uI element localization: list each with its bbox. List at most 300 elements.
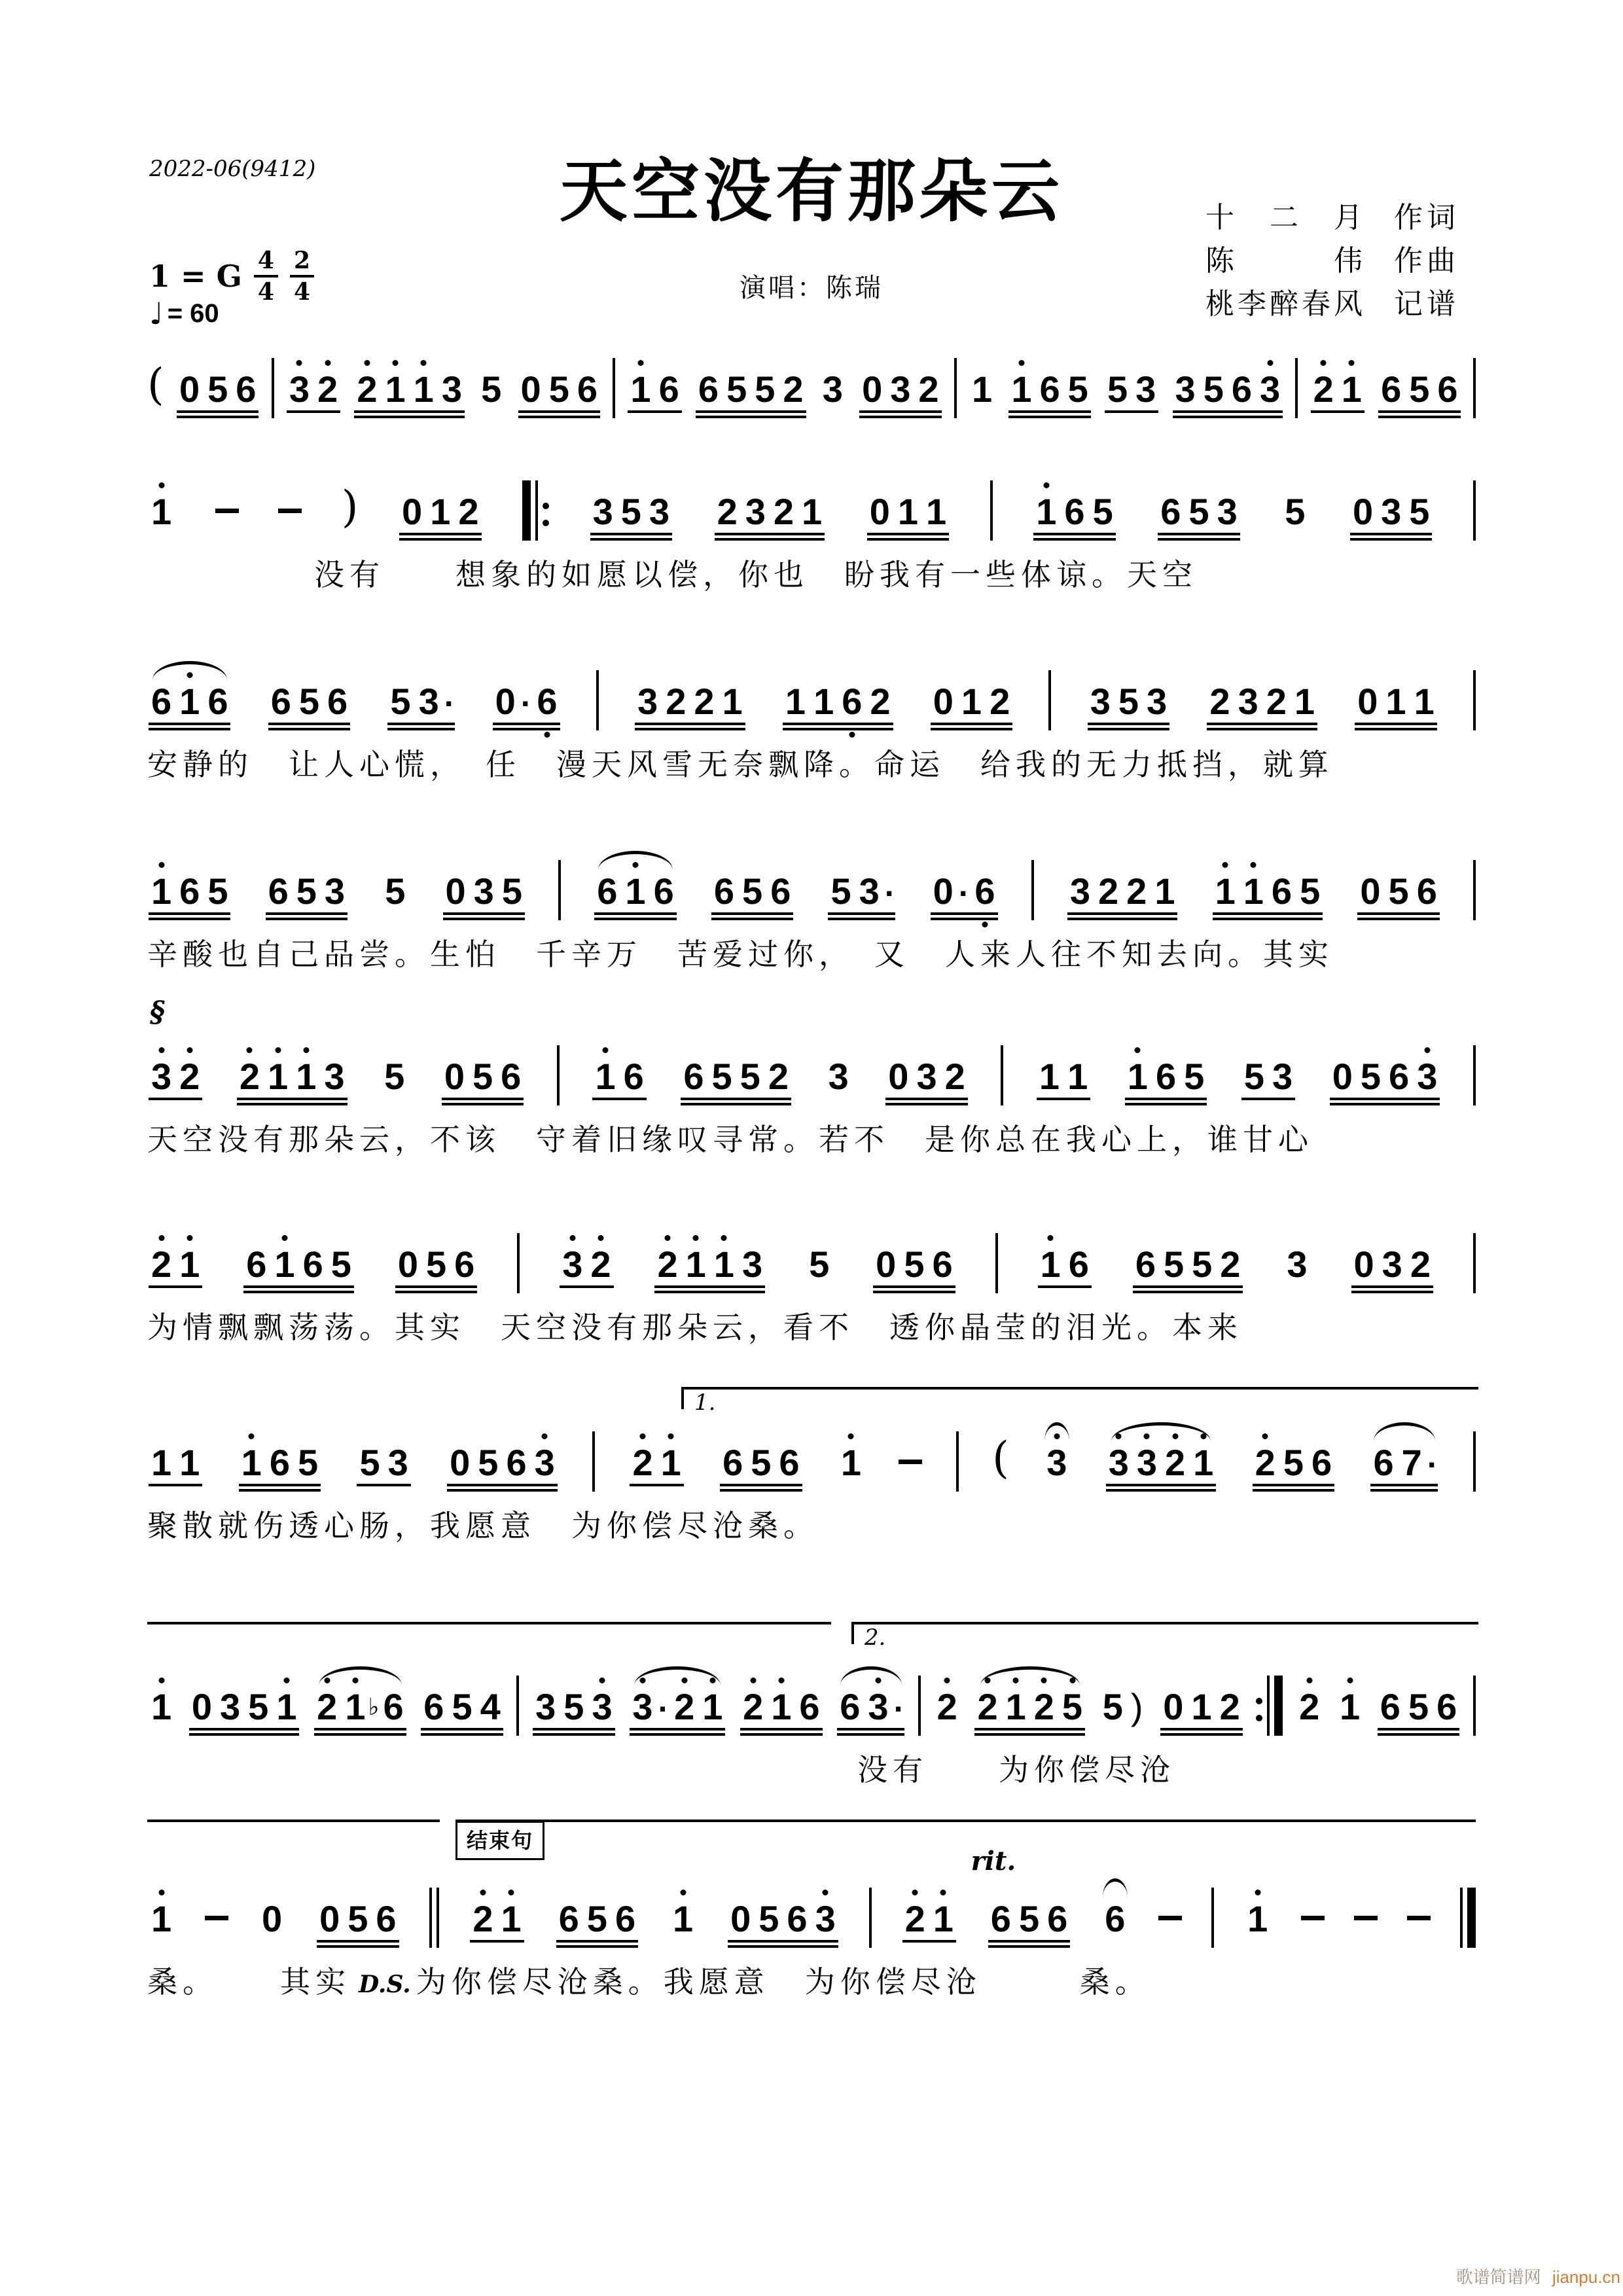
note-digit: 6 (658, 368, 679, 410)
note-digit: 1 (840, 1442, 862, 1483)
note-group (175, 368, 260, 418)
note-digit: 2 (694, 681, 715, 722)
notation-line (147, 1424, 1476, 1492)
note-group (442, 870, 526, 920)
note-group (1336, 1686, 1364, 1736)
note-digit: 6 (1105, 1898, 1126, 1939)
note-digit: 2 (1220, 1244, 1241, 1285)
augmentation-dot: · (1427, 1446, 1438, 1483)
note-digit: 2 (1299, 1686, 1320, 1727)
note-digit: 1 (179, 1442, 200, 1483)
note-group (267, 683, 351, 730)
note-group (1350, 1246, 1435, 1293)
note-digit: 2 (783, 368, 804, 410)
note-digit: 2 (944, 1056, 965, 1097)
note-group (419, 1686, 504, 1736)
note-group (591, 1058, 647, 1105)
note-group (987, 1898, 1071, 1948)
note-digit: 2 (179, 1056, 200, 1097)
note-group (491, 683, 562, 730)
tempo-value: = 60 (167, 298, 219, 328)
note-digit: 6 (501, 1056, 522, 1097)
note-digit: 0 (862, 368, 883, 410)
note-digit: 2 (743, 1686, 764, 1727)
note-digit: 1 (1039, 1056, 1060, 1097)
music-system-9 (147, 1829, 1476, 2001)
phrase-paren: ) (341, 482, 359, 532)
note-digit: 5 (620, 491, 641, 532)
note-digit: 1 (926, 491, 947, 532)
note-group (1066, 870, 1179, 920)
note-digit: 5 (348, 1898, 368, 1939)
note-digit: 6 (327, 681, 348, 722)
note-digit: 5 (1067, 368, 1088, 410)
note-digit: 1 (276, 1686, 297, 1727)
augmentation-dot: · (444, 685, 455, 722)
barline (558, 860, 561, 920)
note-digit: 1 (151, 491, 172, 532)
watermark-link[interactable]: jianpu.cn (1552, 2267, 1620, 2287)
note-digit: 6 (1231, 368, 1252, 410)
note-digit: 6 (932, 1244, 953, 1285)
note-digit: 3 (649, 491, 670, 532)
note-digit: 3 (815, 1898, 836, 1939)
note-digit: 5 (1107, 368, 1128, 410)
note-digit: 1 (1193, 1442, 1214, 1483)
note-group (188, 1686, 301, 1736)
note-digit: 3 (916, 1056, 937, 1097)
barline (1031, 860, 1034, 920)
note-digit: 1 (702, 1686, 723, 1727)
note-group (285, 368, 342, 418)
note-digit: 2 (904, 1898, 925, 1939)
note-digit: 3 (868, 1686, 889, 1727)
lyricist-role: 作词 (1394, 201, 1459, 234)
note-digit: 0 (869, 491, 890, 532)
note-group (933, 1686, 961, 1736)
note-group (1295, 1686, 1323, 1736)
note-group (258, 1898, 286, 1948)
note-group (1243, 1898, 1272, 1948)
watermark (1456, 2264, 1620, 2288)
notation-line (147, 1037, 1476, 1105)
note-group (694, 368, 808, 418)
note-digit: 5 (1018, 1898, 1040, 1939)
note-digit: 3 (1108, 1442, 1129, 1483)
note-group (1171, 368, 1285, 418)
note-digit: 3 (535, 1686, 556, 1727)
barline (995, 1233, 998, 1293)
note-group (381, 870, 409, 920)
note-digit: 1 (1243, 870, 1264, 912)
barline (557, 1045, 560, 1105)
notation-line (147, 473, 1476, 541)
note-digit: 0 (402, 491, 423, 532)
note-group (1283, 1246, 1311, 1293)
barline (954, 358, 957, 418)
lyric-part: 桑。 (1079, 1964, 1150, 2000)
time-signature-2 (290, 249, 314, 304)
note-digit: 6 (179, 870, 200, 912)
augmentation-dot: · (520, 685, 532, 722)
note-digit: 5 (248, 1686, 269, 1727)
note-digit: 2 (317, 368, 338, 410)
barline (1473, 480, 1476, 541)
barline (1460, 1888, 1476, 1948)
barline (516, 1676, 519, 1736)
note-group (872, 1246, 956, 1293)
barline (592, 1431, 595, 1492)
note-digit: 6 (1271, 870, 1293, 912)
note-digit: 1 (1341, 368, 1362, 410)
note-digit: 6 (207, 681, 228, 722)
note-digit: 5 (1188, 491, 1209, 532)
phrase-paren: ( (992, 1433, 1009, 1483)
music-system-8 (147, 1624, 1476, 1789)
note-group (147, 870, 232, 920)
note-group (353, 368, 466, 418)
note-digit: 3 (289, 368, 310, 410)
note-digit: 4 (480, 1686, 501, 1727)
lyricist-name: 十二月 (1205, 201, 1363, 234)
transcriber-name: 桃李醉春风 (1205, 287, 1363, 321)
note-group (1369, 1444, 1439, 1492)
note-digit: 1 (802, 491, 823, 532)
note-group (242, 1246, 355, 1293)
note-digit: 1 (241, 1442, 262, 1483)
note-digit: 3 (441, 368, 462, 410)
note-group (628, 1686, 726, 1736)
note-digit: 5 (481, 368, 502, 410)
ritardando-label: rit. (971, 1846, 1016, 1876)
sustain-dash (278, 509, 302, 513)
notation-line (147, 662, 1476, 730)
note-group (469, 1898, 525, 1948)
note-digit: 5 (740, 1056, 760, 1097)
barline (1473, 358, 1476, 418)
note-digit: 3 (1175, 368, 1196, 410)
note-digit: 5 (298, 681, 320, 722)
note-digit: 3 (745, 491, 766, 532)
note-group (1086, 683, 1171, 730)
note-digit: 5 (1409, 491, 1430, 532)
note-digit: 3 (632, 1686, 653, 1727)
note-digit: 5 (452, 1686, 473, 1727)
sustain-dash (1301, 1916, 1325, 1920)
note-digit: 1 (151, 1686, 172, 1727)
watermark-site-name: 歌谱简谱网 (1455, 2267, 1541, 2287)
note-group (1105, 1444, 1218, 1492)
note-digit: 2 (1313, 368, 1334, 410)
time-signature-1 (254, 249, 278, 304)
note-digit: 1 (151, 1898, 172, 1939)
flat-icon: ♭ (368, 1693, 380, 1720)
note-digit: 5 (501, 870, 522, 912)
note-digit: 1 (501, 1898, 522, 1939)
note-digit: 3 (562, 1244, 583, 1285)
lyrics-line: 没有 为你偿尽沧 (857, 1752, 1175, 1787)
notation-line (147, 1668, 1476, 1736)
note-digit: 6 (1380, 1686, 1400, 1727)
note-digit: 0 (444, 1056, 465, 1097)
note-group (355, 1444, 412, 1492)
note-digit: 5 (1360, 1056, 1382, 1097)
note-group (1037, 1246, 1093, 1293)
note-digit: 1 (630, 368, 651, 410)
note-digit: 1 (1215, 870, 1236, 912)
note-digit: 6 (558, 1898, 579, 1939)
note-digit: 0 (730, 1898, 751, 1939)
note-digit: 1 (660, 1442, 681, 1483)
note-digit: 1 (345, 1686, 366, 1727)
note-digit: 6 (1389, 1056, 1410, 1097)
note-digit: 1 (1414, 681, 1435, 722)
transcriber-credit (1205, 283, 1459, 326)
music-system-4 (147, 852, 1476, 974)
note-digit: 5 (384, 1056, 405, 1097)
note-digit: 5 (1184, 1056, 1205, 1097)
note-digit: 6 (1039, 368, 1060, 410)
note-digit: 2 (918, 368, 939, 410)
music-system-2 (147, 473, 1476, 594)
music-system-6 (147, 1225, 1476, 1347)
lyric-part: 其实 (280, 1964, 351, 2000)
note-digit: 2 (1033, 1686, 1054, 1727)
note-digit: 1 (430, 491, 451, 532)
note-digit: 6 (270, 681, 291, 722)
note-digit: 6 (1155, 1056, 1177, 1097)
note-digit: 3 (220, 1686, 241, 1727)
note-digit: 1 (1067, 1056, 1088, 1097)
note-group (1043, 1444, 1071, 1492)
barline (517, 1233, 520, 1293)
note-digit: 0 (1352, 491, 1374, 532)
note-group (901, 1898, 957, 1948)
note-digit: 3 (1046, 1442, 1067, 1483)
volta1-label: 1. (694, 1390, 716, 1416)
meter2-numerator: 2 (290, 249, 314, 278)
note-digit: 0 (1163, 1686, 1184, 1727)
note-digit: 0 (495, 681, 516, 722)
note-digit: 0 (450, 1442, 471, 1483)
note-digit: 2 (317, 1686, 338, 1727)
lyricist-credit (1205, 196, 1459, 240)
note-digit: 3 (741, 1244, 763, 1285)
note-digit: 0 (179, 368, 200, 410)
note-digit: 3 (859, 870, 880, 912)
note-digit: 5 (426, 1244, 447, 1285)
note-group (739, 1686, 823, 1736)
note-digit: 1 (151, 870, 172, 912)
note-digit: 5 (1388, 870, 1409, 912)
note-digit: 5 (809, 1244, 830, 1285)
note-digit: 5 (390, 681, 411, 722)
ending-section-line (455, 1820, 1476, 1822)
note-group (147, 1058, 204, 1105)
volta2-label: 2. (864, 1624, 886, 1651)
note-digit: 3 (1069, 870, 1090, 912)
note-group (866, 493, 950, 541)
music-system-7 (147, 1390, 1476, 1545)
note-digit: 1 (1385, 681, 1406, 722)
note-digit: 1 (685, 1244, 706, 1285)
note-digit: 1 (151, 1442, 172, 1483)
note-group (517, 368, 601, 418)
note-digit: 5 (1203, 368, 1224, 410)
note-digit: 6 (974, 870, 995, 912)
sustain-dash (215, 509, 239, 513)
note-digit: 0 (262, 1898, 283, 1939)
note-digit: 3 (592, 1686, 613, 1727)
note-digit: 0 (1360, 870, 1381, 912)
note-digit: 6 (246, 1244, 267, 1285)
augmentation-dot: · (658, 1691, 669, 1727)
note-digit: 0 (933, 681, 954, 722)
note-digit: 6 (779, 1442, 800, 1483)
note-group (147, 1898, 175, 1948)
note-group (394, 1246, 478, 1293)
note-digit: 2 (1209, 681, 1230, 722)
note-digit: 1 (268, 1056, 289, 1097)
note-group (147, 493, 175, 541)
augmentation-dot: · (884, 875, 896, 912)
barline (596, 670, 599, 730)
barline (613, 358, 615, 418)
note-digit: 2 (674, 1686, 695, 1727)
note-group (1353, 683, 1438, 730)
note-digit: 1 (595, 1056, 616, 1097)
note-group (313, 1686, 407, 1736)
note-digit: 5 (904, 1244, 925, 1285)
note-digit: 5 (755, 368, 776, 410)
note-digit: 6 (990, 1898, 1011, 1939)
note-group (819, 368, 847, 418)
note-digit: 2 (473, 1898, 493, 1939)
note-digit: 5 (359, 1442, 380, 1483)
barline (1295, 358, 1298, 418)
note-digit: 5 (385, 870, 406, 912)
note-digit: 1 (385, 368, 406, 410)
note-digit: 5 (1300, 870, 1321, 912)
note-digit: 2 (977, 1686, 998, 1727)
note-digit: 0 (876, 1244, 897, 1285)
note-digit: 1 (1005, 1686, 1026, 1727)
note-digit: 1 (673, 1898, 694, 1939)
note-group (1329, 1058, 1442, 1105)
lyrics-line: 没有 想象的如愿以偿，你也 盼我有一些体谅。天空 (314, 557, 1198, 592)
note-digit: 7 (1401, 1442, 1422, 1483)
note-group (1281, 493, 1309, 541)
sustain-dash (1407, 1916, 1431, 1920)
note-digit: 1 (1294, 681, 1315, 722)
note-digit: 2 (870, 681, 891, 722)
note-digit: 1 (1154, 870, 1175, 912)
note-digit: 0 (1332, 1056, 1353, 1097)
note-digit: 3 (1417, 1056, 1438, 1097)
note-digit: 1 (296, 1056, 317, 1097)
note-group (710, 870, 794, 920)
music-system-1 (147, 350, 1476, 418)
note-group (446, 1444, 559, 1492)
note-digit: 1 (771, 1686, 792, 1727)
note-digit: 3 (637, 681, 658, 722)
note-digit: 6 (1416, 870, 1437, 912)
note-group (1103, 368, 1160, 418)
note-group (1007, 368, 1092, 418)
note-digit: 1 (1036, 491, 1057, 532)
note-digit: 3 (534, 1442, 555, 1483)
notation-line (147, 1880, 1476, 1948)
note-digit: 6 (1436, 1686, 1457, 1727)
lyrics-line (147, 1958, 1476, 2001)
note-group (1211, 870, 1325, 920)
barline (869, 1888, 872, 1948)
note-group (1310, 368, 1366, 418)
note-digit: 3 (151, 1056, 172, 1097)
note-digit: 3 (1381, 491, 1402, 532)
note-digit: 6 (615, 1898, 636, 1939)
note-digit: 6 (1381, 368, 1402, 410)
note-digit: 6 (537, 681, 558, 722)
meter1-denominator: 4 (257, 278, 274, 306)
note-digit: 0 (319, 1898, 340, 1939)
note-group (653, 1246, 766, 1293)
note-group (1156, 493, 1241, 541)
note-digit: 6 (1311, 1442, 1332, 1483)
note-digit: 6 (1135, 1244, 1156, 1285)
note-digit: 5 (1285, 491, 1306, 532)
note-digit: 1 (179, 681, 200, 722)
note-digit: 6 (376, 1898, 397, 1939)
note-digit: 0 (520, 368, 541, 410)
note-digit: 5 (1102, 1686, 1123, 1727)
note-digit: 6 (722, 1442, 743, 1483)
note-digit: 1 (897, 491, 919, 532)
note-group (973, 1686, 1086, 1736)
barline (1001, 1045, 1003, 1105)
note-digit: 3 (1260, 368, 1281, 410)
note-digit: 2 (990, 681, 1010, 722)
lyric-part: 桑。 (147, 1964, 218, 2000)
sustain-dash (899, 1460, 922, 1464)
barline (956, 1431, 959, 1492)
note-digit: 2 (717, 491, 738, 532)
meter1-numerator: 4 (254, 249, 278, 278)
note-group (398, 493, 482, 541)
barline (1473, 1676, 1476, 1736)
note-digit: 5 (1192, 1244, 1213, 1285)
key-label: 1 = G (149, 259, 242, 294)
note-digit: 6 (236, 368, 257, 410)
composer-credit (1205, 240, 1459, 283)
barline (1473, 1233, 1476, 1293)
composer-role: 作曲 (1394, 244, 1459, 278)
note-group (1099, 1686, 1147, 1736)
note-digit: 5 (478, 1442, 499, 1483)
sustain-dash (1354, 1916, 1378, 1920)
note-digit: 5 (563, 1686, 584, 1727)
note-group (781, 683, 895, 730)
note-digit: 6 (423, 1686, 444, 1727)
note-digit: 6 (770, 870, 791, 912)
note-group (147, 1444, 204, 1492)
barline (1048, 670, 1051, 730)
song-title: 天空没有那朵云 (559, 151, 1063, 231)
note-digit: 6 (623, 1056, 644, 1097)
barline (1473, 1045, 1476, 1105)
note-digit: 3 (828, 1056, 849, 1097)
note-digit: 5 (1409, 368, 1430, 410)
